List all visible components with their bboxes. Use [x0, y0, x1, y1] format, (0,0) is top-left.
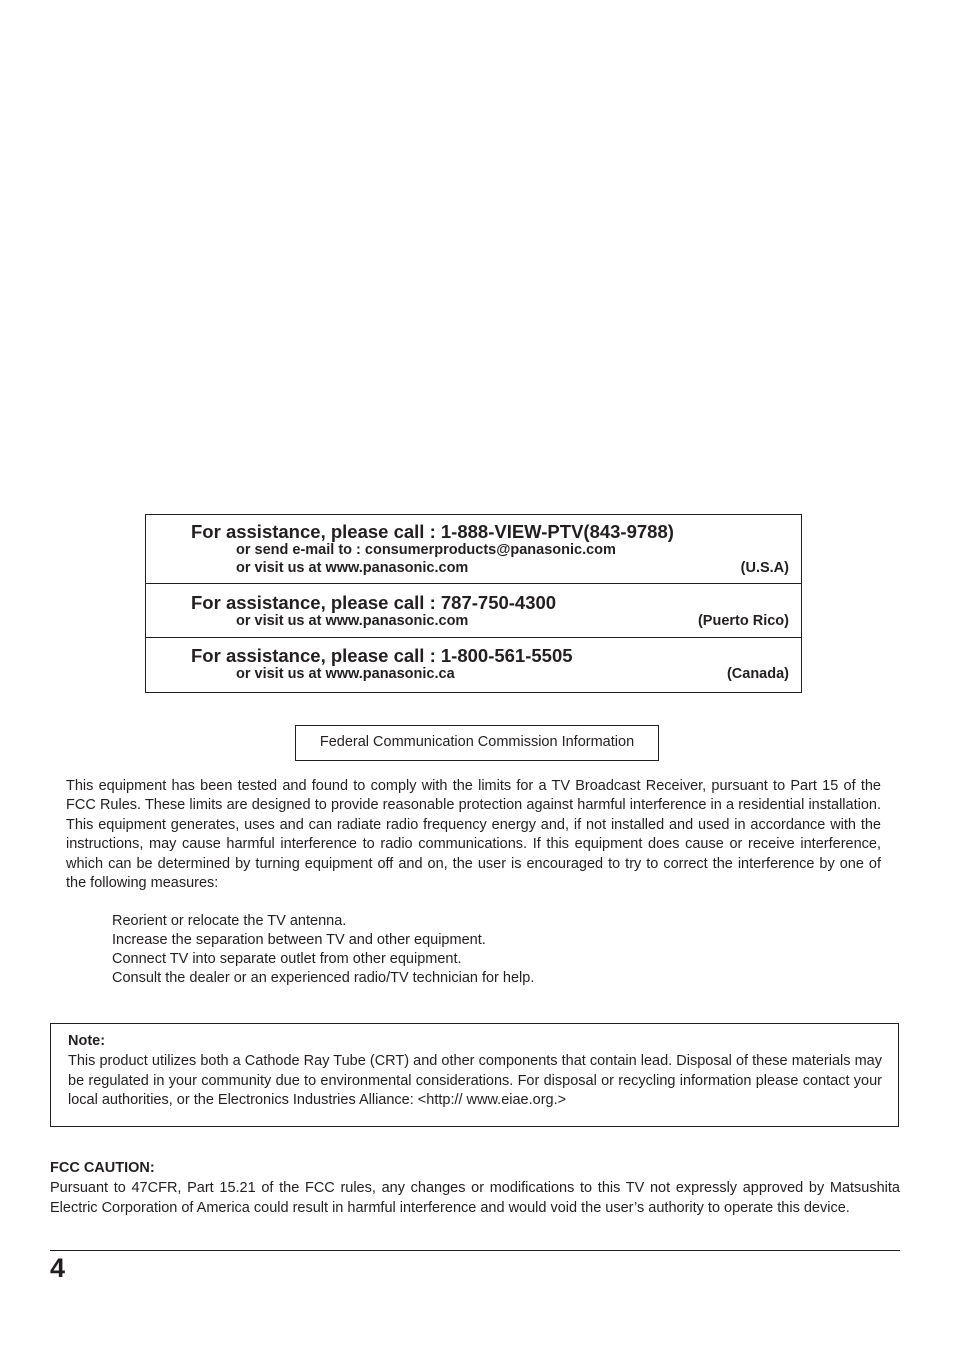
assistance-phone-puerto-rico: For assistance, please call : 787-750-4300 — [191, 592, 557, 613]
assistance-web-usa: or visit us at www.panasonic.com — [236, 560, 469, 576]
assistance-row-usa — [146, 515, 801, 584]
assistance-row-canada — [146, 637, 801, 693]
measure-item: Consult the dealer or an experienced radio/TV technician for help. — [112, 970, 535, 986]
assistance-phone-canada: For assistance, please call : 1-800-561-5505 — [191, 645, 573, 666]
assistance-phone-usa: For assistance, please call : 1-888-VIEW-PTV(843-9788) — [191, 521, 674, 542]
fcc-caution-title: FCC CAUTION: — [50, 1160, 155, 1176]
fcc-info-heading: Federal Communication Commission Information — [295, 725, 659, 761]
assistance-region-usa: (U.S.A) — [740, 560, 789, 576]
measure-item: Connect TV into separate outlet from other equipment. — [112, 951, 462, 967]
footer-divider — [50, 1250, 900, 1251]
note-title: Note: — [68, 1033, 106, 1049]
assistance-email-usa: or send e-mail to : consumerproducts@panasonic.com — [236, 542, 616, 558]
fcc-caution-text: Pursuant to 47CFR, Part 15.21 of the FCC rules, any changes or modifications to this TV not expressly approved by Matsushita Electric Corporation of America could result in harmful interference and would void the user’s authority to operate this device. — [50, 1180, 900, 1216]
note-text: This product utilizes both a Cathode Ray Tube (CRT) and other components that contain lead. Disposal of these materials may be regulated in your community due to environmental considerations. For disposal or recycling information please contact your local authorities, or the Electronics Industries Alliance: <http:// www.eiae.org.> — [68, 1053, 882, 1108]
measure-item: Reorient or relocate the TV antenna. — [112, 913, 347, 929]
measure-item: Increase the separation between TV and other equipment. — [112, 932, 486, 948]
fcc-info-body: This equipment has been tested and found to comply with the limits for a TV Broadcast Receiver, pursuant to Part 15 of the FCC Rules. These limits are designed to provide reasonable protection against harmful interference in a residential installation. This equipment generates, uses and can radiate radio frequency energy and, if not installed and used in accordance with the instructions, may cause harmful interference to radio communications. If this equipment does cause or receive interference, which can be determined by turning equipment off and on, the user is encouraged to try to correct the interference by one of the following measures: — [66, 778, 881, 892]
assistance-region-puerto-rico: (Puerto Rico) — [697, 613, 789, 629]
assistance-row-puerto-rico — [146, 583, 801, 638]
assistance-web-canada: or visit us at www.panasonic.ca — [236, 666, 455, 682]
page-number: 4 — [50, 1253, 66, 1283]
note-box — [50, 1023, 899, 1127]
assistance-web-puerto-rico: or visit us at www.panasonic.com — [236, 613, 469, 629]
measures-list — [112, 912, 534, 988]
assistance-region-canada: (Canada) — [726, 666, 789, 682]
assistance-box — [145, 514, 802, 693]
